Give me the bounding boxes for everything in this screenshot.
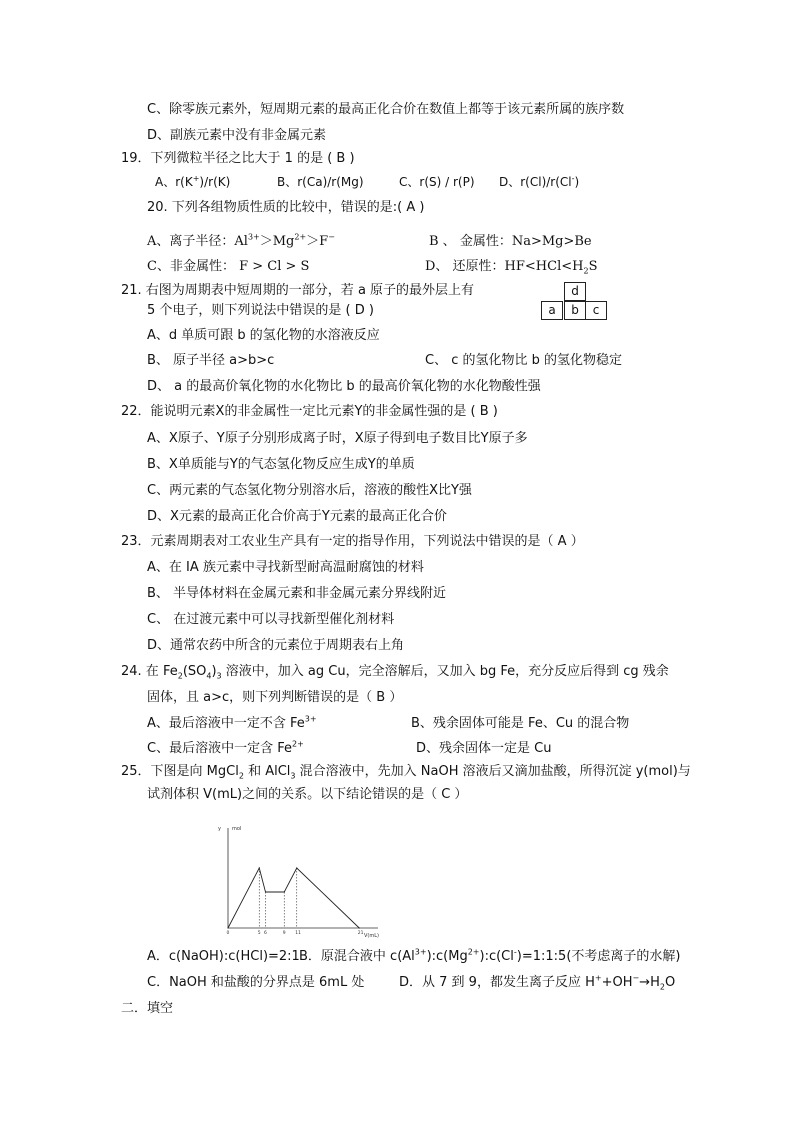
question-21: 21. 右图为周期表中短周期的一部分，若 a 原子的最外层上有 (121, 283, 475, 298)
x-tick-label: 6 (264, 931, 267, 936)
precipitate-volume-chart (214, 822, 384, 942)
question-22-option-a: A、X原子、Y原子分别形成离子时，X原子得到电子数目比Y原子多 (147, 431, 528, 446)
section-fill-in-title: 二．填空 (121, 1001, 174, 1016)
x-tick-label: 0 (226, 931, 230, 936)
question-21-option-d: D、 a 的最高价氧化物的水化物比 b 的最高价氧化物的水化物酸性强 (147, 379, 541, 394)
x-tick-label: 9 (282, 931, 286, 936)
question-25-option-b: B．原混合液中 $c(Al^{3+}):c(Mg^{2+}):c(Cl^-)=1:1:5$(不考虑离子的水解) (299, 947, 681, 964)
table-cell-d: d (564, 282, 586, 301)
question-25-option-c: C．NaOH 和盐酸的分界点是 6mL 处 (147, 975, 365, 990)
question-21-line2: 5 个电子，则下列说法中错误的是 ( D ) (147, 303, 374, 318)
question-19-option-a: A、r(K+)/r(K) (155, 174, 231, 189)
question-24-option-b: B、残余固体可能是 Fe、Cu 的混合物 (411, 716, 630, 731)
option-c-line: C、除零族元素外，短周期元素的最高正化合价在数值上都等于该元素所属的族序数 (147, 102, 625, 117)
periodic-table-fragment (541, 282, 607, 320)
question-25-option-d: D．从 7 到 9，都发生离子反应 $H^++OH^-\to H_2O$ (399, 973, 676, 992)
x-tick-label: 5 (257, 931, 261, 936)
question-21-option-b: B、 原子半径 a>b>c (147, 353, 275, 368)
x-tick-label: 21 (357, 931, 364, 936)
question-25-line2: 试剂体积 V(mL)之间的关系。以下结论错误的是（ C ） (147, 787, 468, 802)
question-22-option-d: D、X元素的最高正化合价高于Y元素的最高正化合价 (147, 509, 447, 524)
y-axis-label: y (218, 826, 221, 832)
question-22-option-c: C、两元素的气态氢化物分别溶水后，溶液的酸性X比Y强 (147, 483, 472, 498)
x-axis-label: V(mL) (364, 933, 379, 939)
question-20-option-b: B 、 金属性：Na>Mg>Be (429, 234, 592, 249)
question-23-option-c: C、 在过渡元素中可以寻找新型催化剂材料 (147, 612, 395, 627)
y-axis-unit: mol (232, 826, 242, 832)
series-line (228, 868, 359, 928)
question-20: 20. 下列各组物质性质的比较中，错误的是:( A ) (147, 200, 425, 215)
table-cell-c: c (585, 301, 607, 320)
table-cell-b: b (564, 301, 586, 320)
question-24-option-a: A、最后溶液中一定不含 $Fe^{3+}$ (147, 714, 317, 731)
question-23: 23．元素周期表对工农业生产具有一定的指导作用，下列说法中错误的是（ A ） (121, 534, 584, 549)
question-20-option-a: A、离子半径：$Al^{3+}>Mg^{2+}>F^-$ (147, 232, 335, 249)
table-cell-a: a (541, 301, 563, 320)
x-tick-label: 11 (295, 931, 301, 936)
question-19-option-b: B、r(Ca)/r(Mg) (277, 175, 364, 189)
question-22-option-b: B、X单质能与Y的气态氢化物反应生成Y的单质 (147, 457, 415, 472)
question-20-option-c: C、非金属性： F > Cl > S (147, 259, 310, 274)
question-23-option-b: B、 半导体材料在金属元素和非金属元素分界线附近 (147, 586, 447, 601)
question-24-option-c: C、最后溶液中一定含 $Fe^{2+}$ (147, 739, 304, 756)
question-25-option-a: A．c(NaOH):c(HCl)=2:1 (147, 949, 300, 964)
question-21-option-a: A、d 单质可跟 b 的氢化物的水溶液反应 (147, 328, 380, 343)
question-24: 24. 在 $Fe_2(SO_4)_3$ 溶液中，加入 ag Cu，完全溶解后，又加入 bg Fe，充分反应后得到 cg 残余 (121, 664, 669, 681)
question-23-option-a: A、在 IA 族元素中寻找新型耐高温耐腐蚀的材料 (147, 560, 424, 575)
question-22: 22．能说明元素X的非金属性一定比元素Y的非金属性强的是 ( B ) (121, 404, 498, 419)
question-24-line2: 固体，且 a>c，则下列判断错误的是（ B ） (147, 690, 403, 705)
data-point (227, 927, 228, 928)
question-19-option-d: D、r(Cl)/r(Cl-) (499, 174, 580, 189)
question-23-option-d: D、通常农药中所含的元素位于周期表右上角 (147, 638, 405, 653)
question-24-option-d: D、残余固体一定是 Cu (416, 741, 552, 756)
question-19: 19．下列微粒半径之比大于 1 的是 ( B ) (121, 151, 355, 166)
question-19-option-c: C、r(S) / r(P) (399, 175, 475, 189)
data-point (359, 927, 360, 928)
option-d-line: D、副族元素中没有非金属元素 (147, 128, 327, 143)
question-25: 25．下图是向 MgCl$_2$ 和 AlCl$_3$ 混合溶液中，先加入 NaOH 溶液后又滴加盐酸，所得沉淀 y(mol)与 (121, 764, 691, 781)
question-20-option-d: D、 还原性：$HF<HCl<H_2S$ (425, 259, 598, 276)
question-21-option-c: C、 c 的氢化物比 b 的氢化物稳定 (425, 353, 623, 368)
